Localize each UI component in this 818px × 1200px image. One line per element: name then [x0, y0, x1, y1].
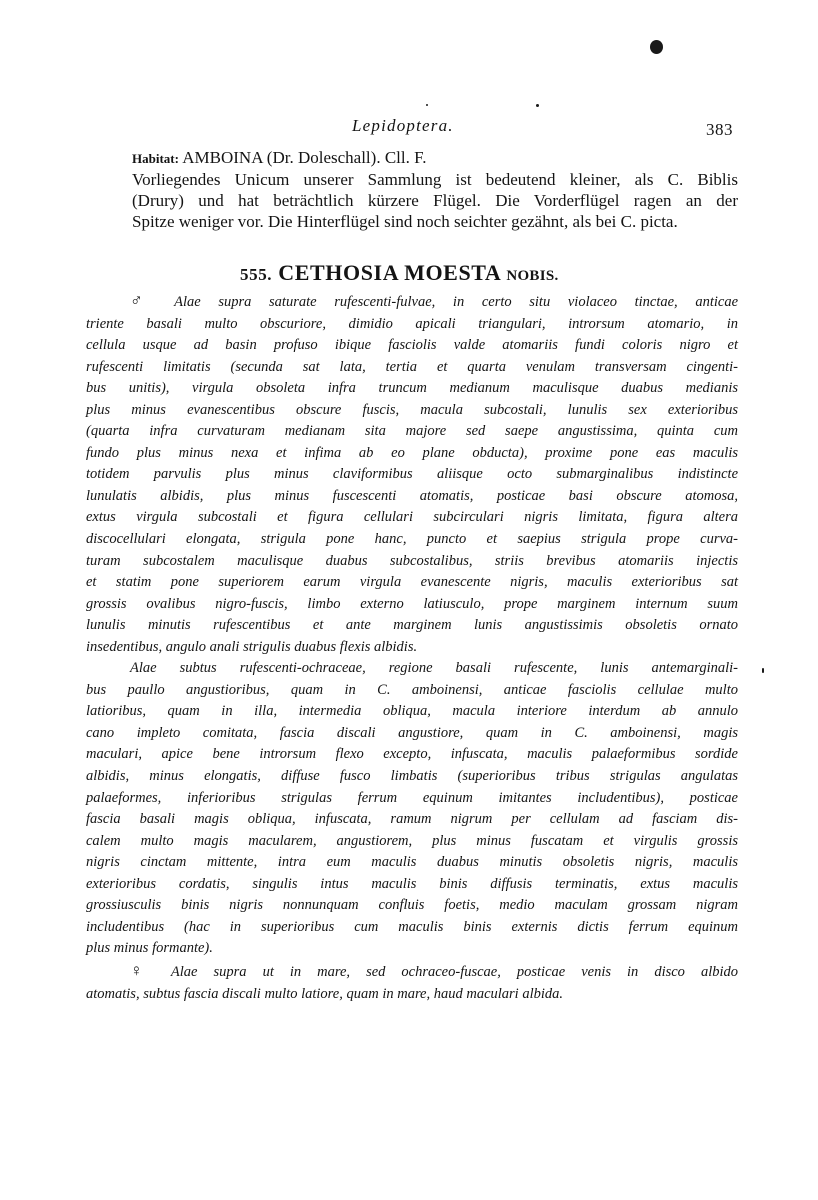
species-name: CETHOSIA MOESTA — [278, 260, 501, 285]
text-line: albidis, minus elongatis, diffuse fusco limbatis (superioribus tribus strigulas angulatas — [86, 768, 738, 785]
habitat-text: AMBOINA (Dr. Doleschall). Cll. F. — [182, 148, 427, 167]
female-paragraph — [86, 960, 738, 1005]
text-line: plus minus formante). — [86, 940, 213, 957]
male-underside-paragraph — [86, 658, 738, 960]
text-line: grossis ovalibus nigro-fuscis, limbo externo latiusculo, prope marginem internum suum — [86, 595, 738, 612]
species-description — [86, 290, 738, 1005]
text-line: bus paullo angustioribus, quam in C. amboinensi, anticae fasciolis cellulae multo — [86, 681, 738, 698]
text-line: plus minus evanescentibus obscure fuscis, macula subcostali, lunulis sex exterioribus — [86, 401, 738, 418]
page-number: 383 — [706, 120, 733, 139]
female-symbol: ♀ — [130, 960, 156, 980]
species-heading — [240, 260, 559, 286]
ink-dot — [426, 104, 428, 106]
text-line: maculari, apice bene introrsum flexo excepto, infuscata, maculis palaeformibus sordide — [86, 746, 738, 763]
species-number: 555. — [240, 265, 273, 284]
text-line: lunulis minutis rufescentibus et ante marginem lunis angustissimis obsoletis ornato — [86, 617, 738, 634]
text-line: rufescenti limitatis (secunda sat lata, tertia et quarta venulam transversam cingenti- — [86, 358, 738, 375]
text-line: extus virgula subcostali et figura cellulari subcirculari nigris limitata, figura altera — [86, 509, 738, 526]
habitat-line — [132, 147, 738, 169]
text-line: nigris cinctam mittente, intra eum maculis duabus minutis obsoletis nigris, maculis — [86, 854, 738, 871]
male-upperside-paragraph — [86, 290, 738, 658]
text-line: grossiusculis binis nigris nonnunquam confluis foetis, medio maculam grossam nigram — [86, 897, 738, 914]
text-line: (quarta infra curvaturam medianam sita majore sed saepe angustissima, quinta cum — [86, 423, 738, 440]
text-line: Alae subtus rufescenti-ochraceae, regione basali rufescente, lunis antemarginali- — [130, 660, 738, 677]
text-line: cellula usque ad basin profuso ibique fasciolis valde atomariis fundi coloris nigro et — [86, 337, 738, 354]
male-symbol: ♂ — [130, 291, 157, 310]
ink-dot — [536, 104, 539, 107]
remark-line: Spitze weniger vor. Die Hinterflügel sind noch seichter gezähnt, als bei C. picta. — [132, 212, 678, 231]
habitat-label: Habitat: — [132, 151, 179, 166]
text-line: includentibus (hac in superioribus cum maculis binis externis dictis ferrum equinum — [86, 918, 738, 935]
text-line: calem multo magis macularem, angustiorem, plus minus fuscatam et virgulis grossis — [86, 832, 738, 849]
text-line: discocellulari elongata, strigula pone hanc, puncto et saepius strigula prope curva- — [86, 531, 738, 548]
text-line: exterioribus cordatis, singulis intus maculis binis diffusis terminatis, extus maculis — [86, 875, 738, 892]
text-line: fascia basali magis obliqua, infuscata, ramum nigrum per cellulam ad fasciam dis- — [86, 811, 738, 828]
text-line: ♀ Alae supra ut in mare, sed ochraceo-fuscae, posticae venis in disco albido — [130, 960, 739, 980]
remark-line: Vorliegendes Unicum unserer Sammlung ist bedeutend kleiner, als C. Biblis — [132, 170, 738, 189]
text-line: palaeformes, inferioribus strigulas ferrum equinum imitantes includentibus), posticae — [86, 789, 738, 806]
ink-mark — [762, 668, 764, 673]
text-line: atomatis, subtus fascia discali multo latiore, quam in mare, haud maculari albida. — [86, 985, 564, 1002]
text-line: cano impleto comitata, fascia discali angustiore, quam in C. amboinensi, magis — [86, 724, 738, 741]
ink-speck — [650, 40, 663, 54]
text-line: fundo plus minus nexa et infima ab eo plane obducta), proxime pone eas maculis — [86, 444, 738, 461]
text-line: bus unitis), virgula obsoleta infra truncum medianum maculisque duabus medianis — [86, 380, 738, 397]
text-line: turam subcostalem maculisque duabus subcostalibus, striis brevibus atomariis injectis — [86, 552, 738, 569]
text-line: latioribus, quam in illa, intermedia obliqua, macula interiore interdum ab annulo — [86, 703, 738, 720]
running-title: Lepidoptera. — [352, 116, 454, 135]
remark-line: (Drury) und hat beträchtlich kürzere Flügel. Die Vorderflügel ragen an der — [132, 191, 738, 210]
text-line: lunulatis albidis, plus minus fuscescenti atomatis, posticae basi obscure atomosa, — [86, 487, 738, 504]
text-line: ♂ Alae supra saturate rufescenti-fulvae, in certo situ violaceo tinctae, anticae — [130, 291, 739, 310]
text-line: et statim pone superiorem earum virgula evanescente nigris, maculis exterioribus sat — [86, 574, 738, 591]
species-author: NOBIS. — [506, 268, 559, 284]
intro-section — [132, 147, 738, 232]
text-line: insedentibus, angulo anali strigulis duabus flexis albidis. — [86, 638, 418, 655]
text-line: triente basali multo obscuriore, dimidio apicali triangulari, introrsum atomario, in — [86, 315, 738, 332]
text-line: totidem parvulis plus minus claviformibus aliisque octo submarginalibus indistincte — [86, 466, 738, 483]
